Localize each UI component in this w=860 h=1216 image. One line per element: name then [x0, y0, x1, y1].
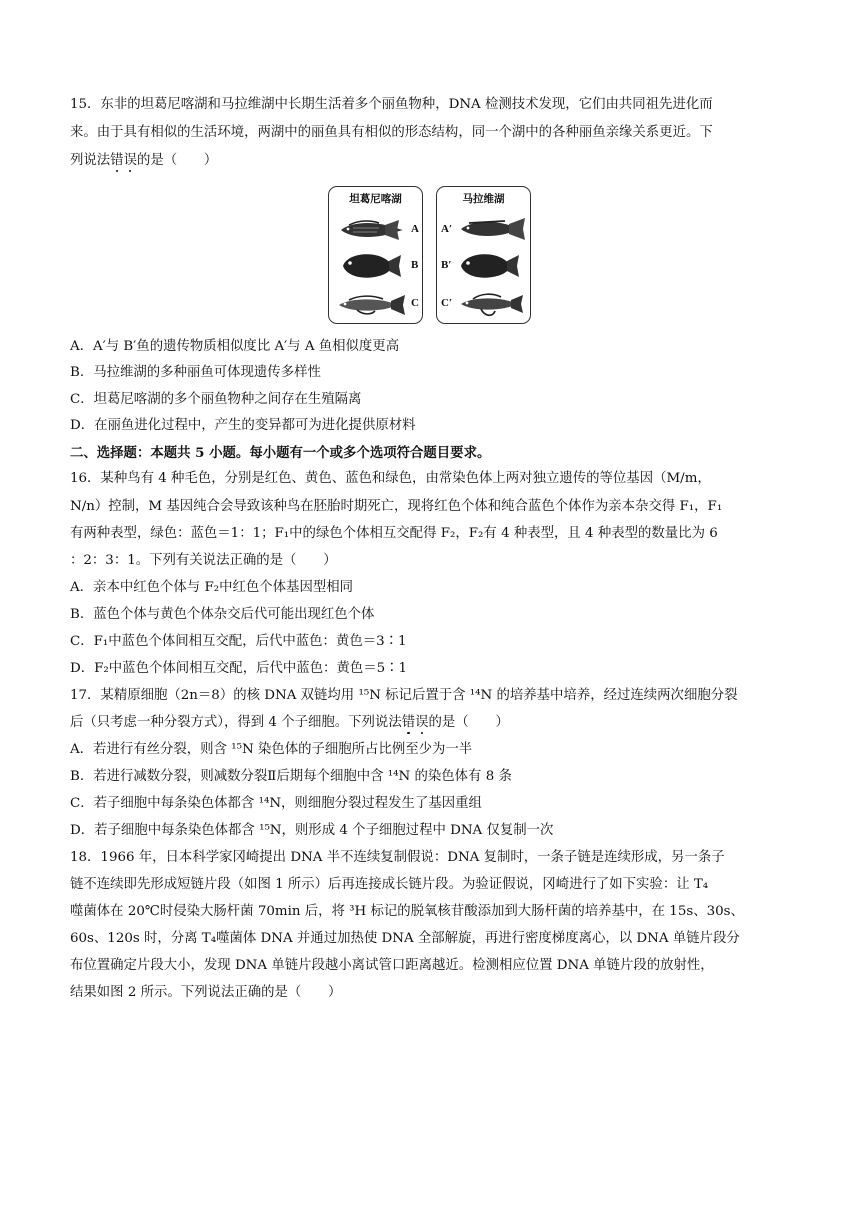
- label-b: B: [411, 259, 419, 271]
- q18-stem-line-2: 链不连续即先形成短链片段（如图 1 所示）后再连接成长链片段。为验证假说，冈崎进行了如下实验：让 T₄: [70, 877, 709, 892]
- q16-option-d: D．F₂中蓝色个体间相互交配，后代中蓝色：黄色＝5∶1: [70, 661, 408, 676]
- q16-stem-line-4: ：2：3：1。下列有关说法正确的是（ ）: [70, 553, 337, 568]
- label-b-prime: B′: [441, 259, 452, 271]
- q15-option-d: D．在丽鱼进化过程中，产生的变异都可为进化提供原材料: [70, 418, 416, 433]
- fish-a-icon: [339, 219, 405, 241]
- panel-tanganyika: [328, 186, 423, 324]
- q15-stem-line-3: [70, 151, 217, 171]
- q17-stem-prefix: 后（只考虑一种分裂方式），得到 4 个子细胞。下列说法: [70, 715, 402, 730]
- q15-option-c: C．坦葛尼喀湖的多个丽鱼物种之间存在生殖隔离: [70, 392, 362, 407]
- q15-option-b: B．马拉维湖的多种丽鱼可体现遗传多样性: [70, 365, 321, 380]
- section-heading: 二、选择题：本题共 5 小题。每小题有一个或多个选项符合题目要求。: [70, 445, 491, 461]
- q18-stem-line-1: 18．1966 年，日本科学家冈崎提出 DNA 半不连续复制假说：DNA 复制时，一条子链是连续形成，另一条子: [70, 850, 725, 865]
- q16-stem-line-3: 有两种表型，绿色：蓝色＝1：1；F₁中的绿色个体相互交配得 F₂，F₂有 4 种表型，且 4 种表型的数量比为 6: [70, 526, 718, 541]
- label-c: C: [411, 297, 419, 309]
- q17-option-b: B．若进行减数分裂，则减数分裂Ⅱ后期每个细胞中含 ¹⁴N 的染色体有 8 条: [70, 769, 512, 784]
- q18-stem-line-5: 布位置确定片段大小，发现 DNA 单链片段越小离试管口距离越近。检测相应位置 DNA 单链片段的放射性，: [70, 958, 714, 973]
- label-c-prime: C′: [441, 297, 453, 309]
- emphasis-char: 误: [415, 715, 429, 730]
- q17-emphasis-wrong: [402, 715, 429, 730]
- q17-stem-line-1: 17．某精原细胞（2n＝8）的核 DNA 双链均用 ¹⁵N 标记后置于含 ¹⁴N 的培养基中培养，经过连续两次细胞分裂: [70, 688, 738, 703]
- fish-a-prime-icon: [459, 217, 527, 241]
- emphasis-char: 误: [123, 153, 137, 168]
- q15-stem-prefix: 列说法: [70, 153, 111, 168]
- q16-stem-line-1: 16．某种鸟有 4 种毛色，分别是红色、黄色、蓝色和绿色，由常染色体上两对独立遗传的等位基因（M/m，: [70, 471, 711, 486]
- q15-stem-suffix: 的是（ ）: [136, 153, 218, 168]
- fish-c-prime-icon: [459, 291, 525, 319]
- q17-option-a: A．若进行有丝分裂，则含 ¹⁵N 染色体的子细胞所占比例至少为一半: [70, 742, 473, 757]
- label-a-prime: A′: [441, 223, 453, 235]
- emphasis-char: 错: [401, 715, 416, 730]
- fish-c-icon: [337, 293, 407, 317]
- q17-stem-line-2: [70, 713, 509, 733]
- q17-option-c: C．若子细胞中每条染色体都含 ¹⁴N，则细胞分裂过程发生了基因重组: [70, 796, 482, 811]
- q16-stem-line-2: N/n）控制，M 基因纯合会导致该种鸟在胚胎时期死亡，现将红色个体和纯合蓝色个体作为亲本杂交得 F₁，F₁: [70, 499, 723, 514]
- q15-stem-line-1: 15．东非的坦葛尼喀湖和马拉维湖中长期生活着多个丽鱼物种，DNA 检测技术发现，它们由共同祖先进化而: [70, 97, 713, 112]
- q15-emphasis-wrong: [110, 153, 137, 168]
- fish-b-icon: [341, 251, 403, 281]
- panel-title-malawi: 马拉维湖: [462, 193, 505, 205]
- label-a: A: [411, 223, 419, 235]
- panel-title-tanganyika: 坦葛尼喀湖: [349, 193, 402, 205]
- q18-stem-line-6: 结果如图 2 所示。下列说法正确的是（ ）: [70, 985, 342, 1000]
- q18-stem-line-3: 噬菌体在 20℃时侵染大肠杆菌 70min 后，将 ³H 标记的脱氧核苷酸添加到大肠杆菌的培养基中，在 15s、30s、: [70, 904, 744, 919]
- q16-option-c: C．F₁中蓝色个体间相互交配，后代中蓝色：黄色＝3∶1: [70, 634, 407, 649]
- fish-b-prime-icon: [459, 251, 521, 281]
- q15-option-a: A．A′与 B′鱼的遗传物质相似度比 A′与 A 鱼相似度更高: [70, 339, 400, 354]
- q17-stem-suffix: 的是（ ）: [428, 715, 509, 730]
- q16-option-b: B．蓝色个体与黄色个体杂交后代可能出现红色个体: [70, 607, 375, 622]
- panel-malawi: [436, 186, 531, 324]
- q16-option-a: A．亲本中红色个体与 F₂中红色个体基因型相同: [70, 580, 354, 595]
- q17-option-d: D．若子细胞中每条染色体都含 ¹⁵N，则形成 4 个子细胞过程中 DNA 仅复制一次: [70, 823, 554, 838]
- cichlid-figure: [328, 186, 538, 326]
- emphasis-char: 错: [110, 153, 124, 168]
- q18-stem-line-4: 60s、120s 时，分离 T₄噬菌体 DNA 并通过加热使 DNA 全部解旋，再进行密度梯度离心，以 DNA 单链片段分: [70, 931, 740, 946]
- q15-stem-line-2: 来。由于具有相似的生活环境，两湖中的丽鱼具有相似的形态结构，同一个湖中的各种丽鱼亲缘关系更近。下: [70, 125, 713, 140]
